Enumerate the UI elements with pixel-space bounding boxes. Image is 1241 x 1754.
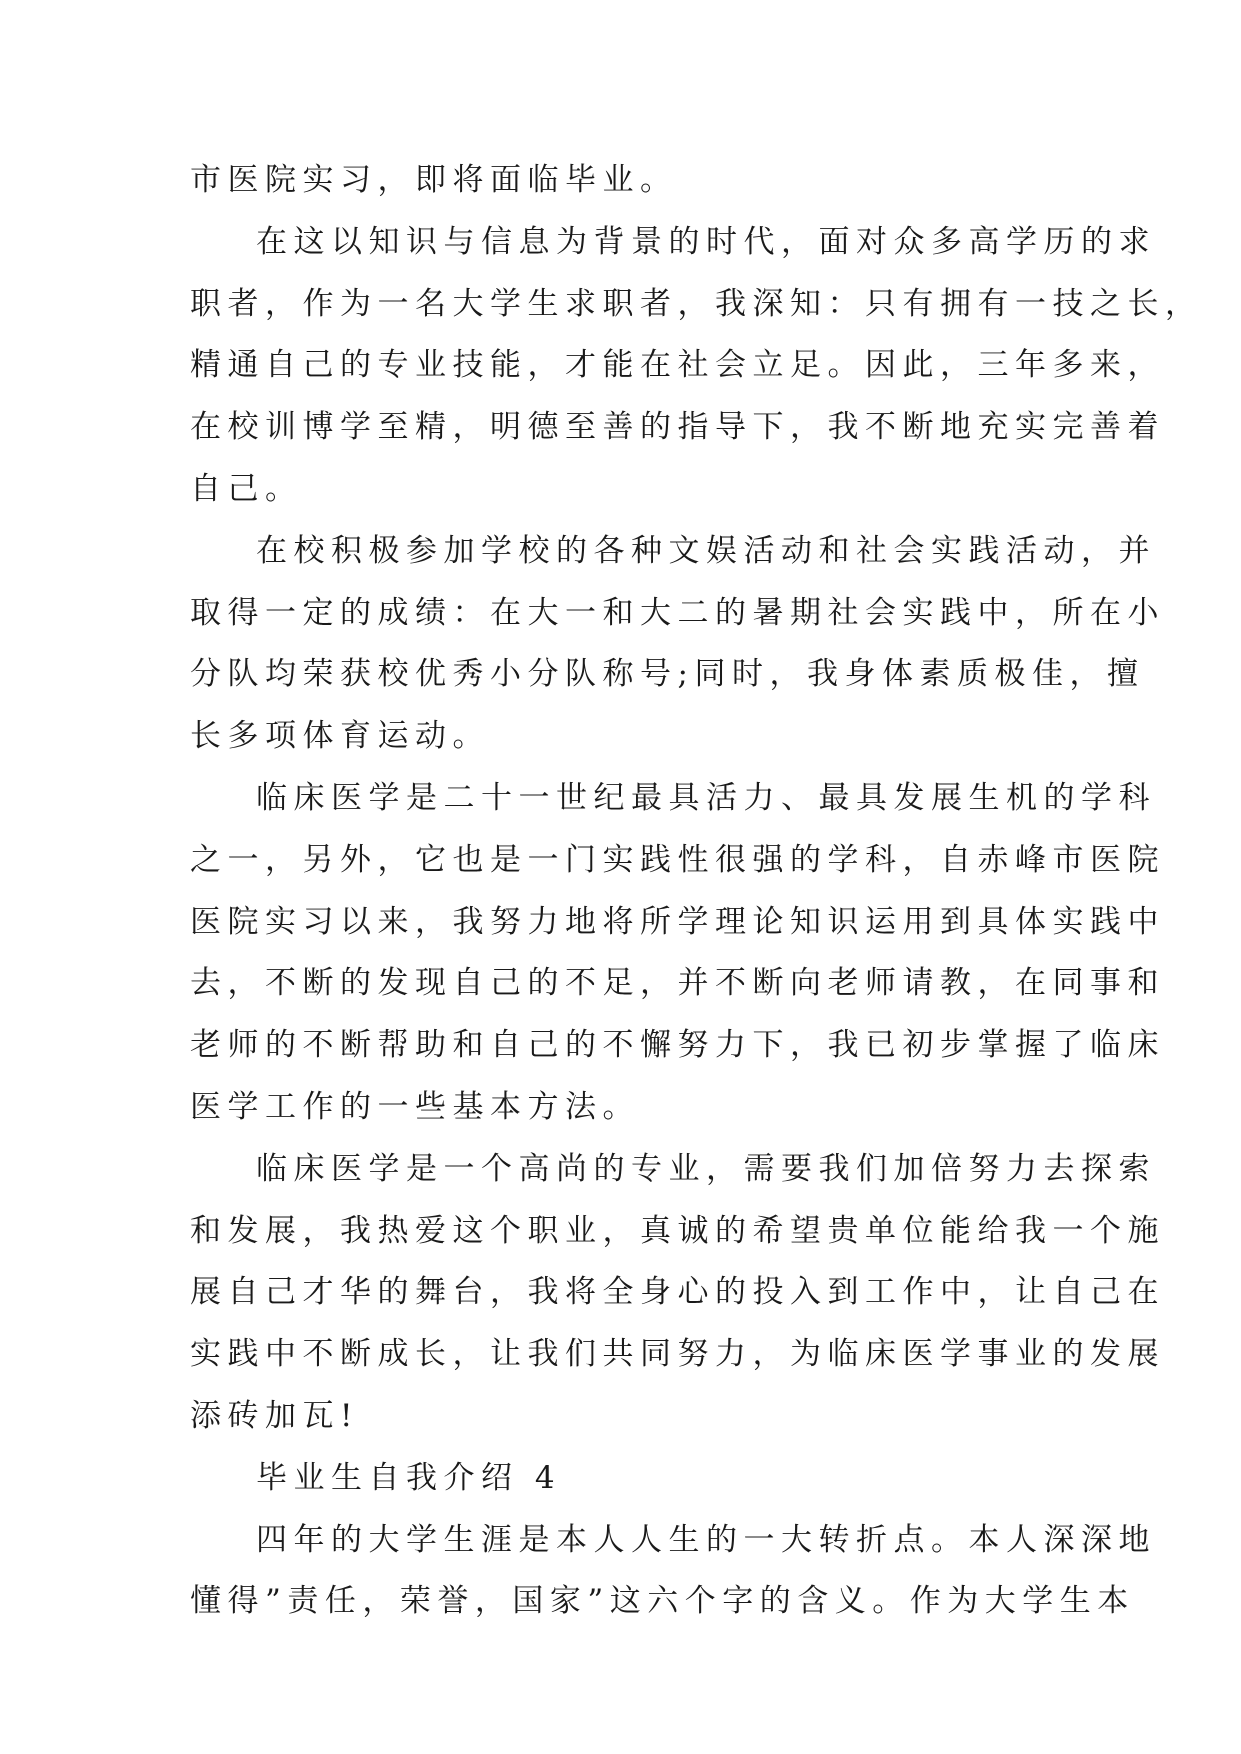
- paragraph-start-line: 在校积极参加学校的各种文娱活动和社会实践活动，并: [256, 532, 1156, 569]
- paragraph-start-line: 四年的大学生涯是本人人生的一大转折点。本人深深地: [256, 1521, 1156, 1558]
- text-line: 分队均荣获校优秀小分队称号;同时，我身体素质极佳，擅: [190, 656, 1145, 693]
- text-line: 职者，作为一名大学生求职者，我深知：只有拥有一技之长，: [190, 285, 1203, 322]
- text-line: 医学工作的一些基本方法。: [190, 1088, 640, 1125]
- text-line: 之一，另外，它也是一门实践性很强的学科，自赤峰市医院: [190, 841, 1165, 878]
- text-line: 去，不断的发现自己的不足，并不断向老师请教，在同事和: [190, 965, 1165, 1002]
- text-line: 老师的不断帮助和自己的不懈努力下，我已初步掌握了临床: [190, 1027, 1165, 1064]
- text-line: 精通自己的专业技能，才能在社会立足。因此，三年多来，: [190, 347, 1165, 384]
- text-line: 医院实习以来，我努力地将所学理论知识运用到具体实践中: [190, 903, 1165, 940]
- text-line: 市医院实习，即将面临毕业。: [190, 162, 678, 198]
- text-line: 在校训博学至精，明德至善的指导下，我不断地充实完善着: [190, 409, 1165, 446]
- paragraph-start-line: 临床医学是一个高尚的专业，需要我们加倍努力去探索: [256, 1150, 1156, 1187]
- document-body: [190, 150, 1203, 1633]
- text-line: 懂得”责任，荣誉，国家”这六个字的含义。作为大学生本: [190, 1583, 1135, 1620]
- text-line: 展自己才华的舞台，我将全身心的投入到工作中，让自己在: [190, 1274, 1165, 1311]
- text-line: 实践中不断成长，让我们共同努力，为临床医学事业的发展: [190, 1336, 1165, 1373]
- text-line: 长多项体育运动。: [190, 718, 490, 755]
- text-line: 自己。: [190, 470, 303, 507]
- text-line: 添砖加瓦!: [190, 1397, 359, 1434]
- text-line: 和发展，我热爱这个职业，真诚的希望贵单位能给我一个施: [190, 1212, 1165, 1249]
- text-line: 取得一定的成绩：在大一和大二的暑期社会实践中，所在小: [190, 594, 1165, 631]
- paragraph-start-line: 在这以知识与信息为背景的时代，面对众多高学历的求: [256, 223, 1156, 260]
- paragraph-start-line: 临床医学是二十一世纪最具活力、最具发展生机的学科: [256, 779, 1156, 816]
- section-heading: 毕业生自我介绍 4: [256, 1459, 562, 1496]
